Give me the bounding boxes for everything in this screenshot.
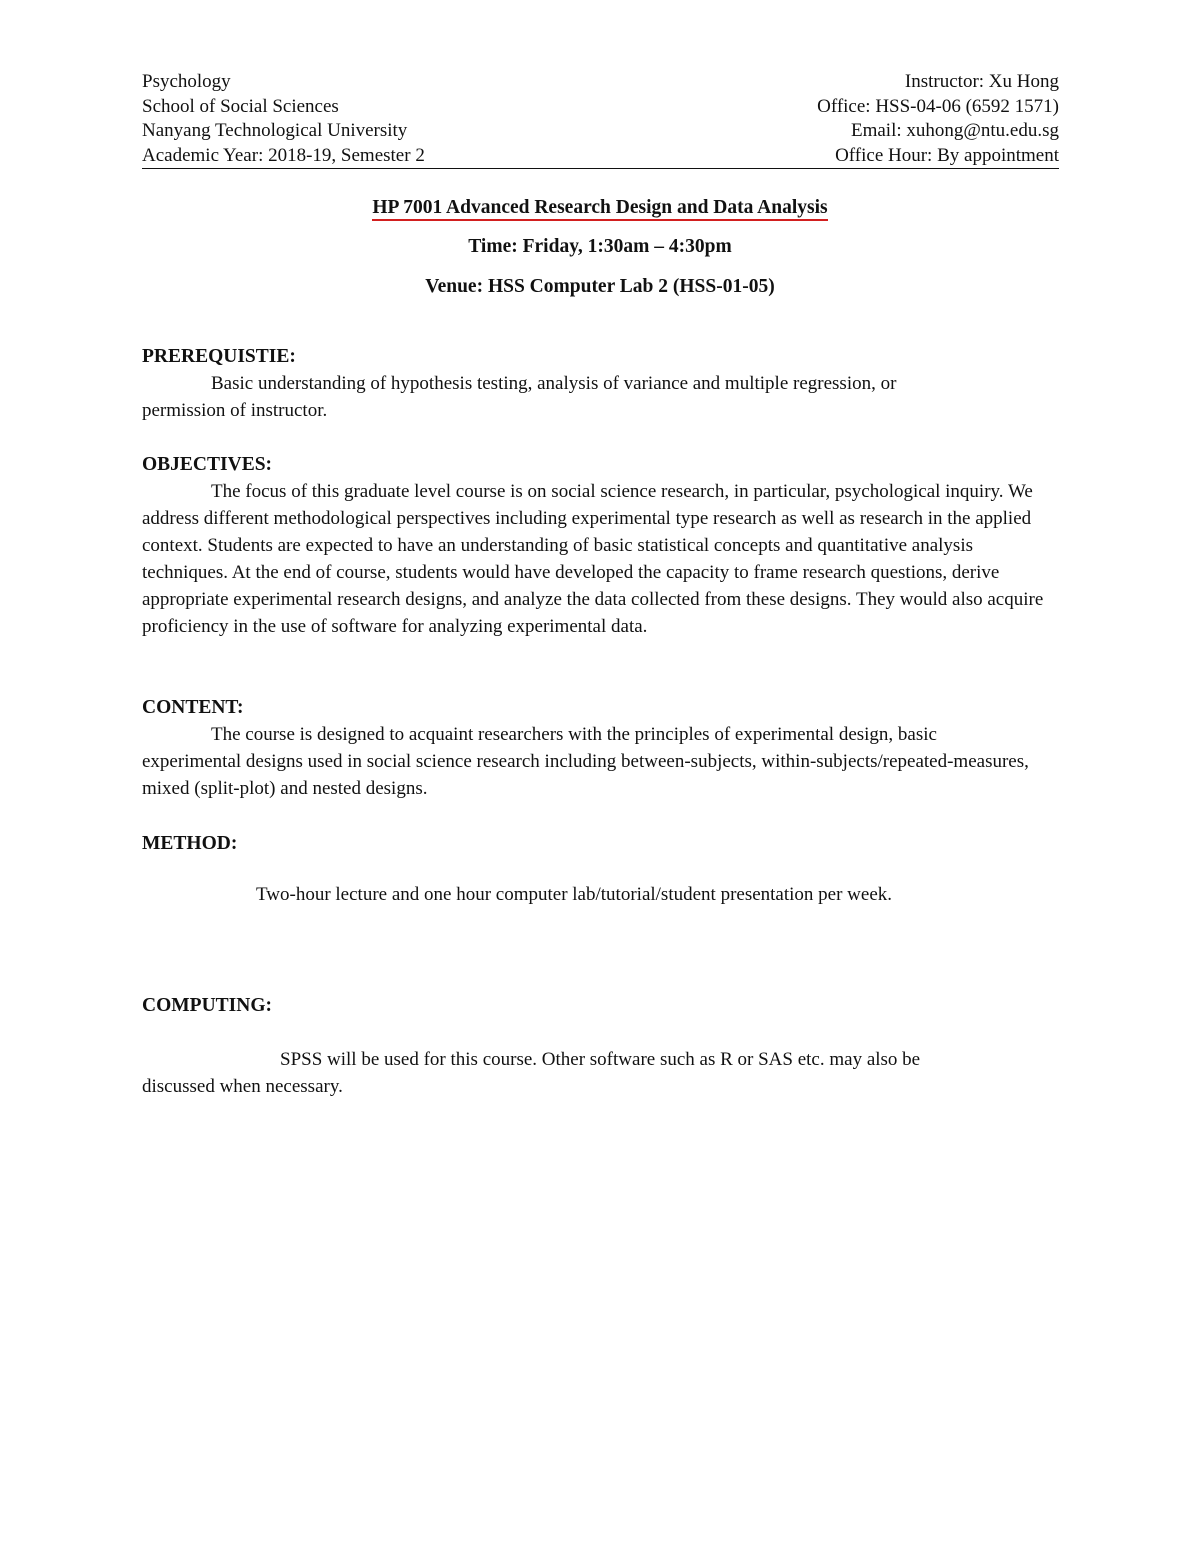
header-row-2 (142, 95, 1059, 120)
computing-section (142, 992, 1062, 1100)
prerequisite-heading: PREREQUISTIE: (142, 346, 296, 367)
document-header (142, 70, 1059, 169)
email-label: Email: xuhong@ntu.edu.sg (850, 120, 1059, 142)
objectives-section (142, 451, 1062, 640)
content-heading: CONTENT: (142, 697, 244, 718)
university-label: Nanyang Technological University (142, 120, 408, 142)
header-row-1 (142, 70, 1059, 95)
prerequisite-text: Basic understanding of hypothesis testing, analysis of variance and multiple regression, or permission of instructor. (142, 373, 897, 421)
computing-heading: COMPUTING: (142, 995, 272, 1016)
method-heading: METHOD: (142, 833, 238, 854)
prerequisite-section (142, 343, 1062, 424)
header-row-3 (142, 119, 1059, 144)
course-title-text: HP 7001 Advanced Research Design and Data Analysis (372, 197, 827, 221)
computing-text: SPSS will be used for this course. Other software such as R or SAS etc. may also be discussed when necessary. (142, 1049, 921, 1097)
instructor-label: Instructor: Xu Hong (904, 71, 1059, 92)
school-label: School of Social Sciences (142, 95, 339, 117)
office-label: Office: HSS-04-06 (6592 1571) (817, 95, 1059, 117)
content-text: The course is designed to acquaint researchers with the principles of experimental design, basic experimental designs used in social science research including between-subjects, within-subjects/repeated-measures, mixed (split-plot) and nested designs. (142, 724, 1029, 799)
content-section (142, 694, 1062, 802)
header-row-4 (142, 144, 1059, 169)
course-time: Time: Friday, 1:30am – 4:30pm (468, 236, 732, 257)
objectives-heading: OBJECTIVES: (142, 454, 273, 475)
method-text: Two-hour lecture and one hour computer lab/tutorial/student presentation per week. (256, 884, 893, 905)
office-hour-label: Office Hour: By appointment (835, 144, 1059, 166)
method-section (142, 830, 1062, 857)
course-venue: Venue: HSS Computer Lab 2 (HSS-01-05) (425, 276, 775, 297)
academic-year-label: Academic Year: 2018-19, Semester 2 (142, 144, 425, 166)
course-title (0, 197, 1200, 219)
department-label: Psychology (142, 71, 231, 92)
objectives-text: The focus of this graduate level course is on social science research, in particular, psychological inquiry. We address different methodological perspectives including experimental type research as well as research in the applied context. Students are expected to have an understanding of basic statistical concepts and quantitative analysis techniques. At the end of course, students would have developed the capacity to frame research questions, derive appropriate experimental research designs, and analyze the data collected from these designs. They would also acquire proficiency in the use of software for analyzing experimental data. (142, 481, 1044, 637)
